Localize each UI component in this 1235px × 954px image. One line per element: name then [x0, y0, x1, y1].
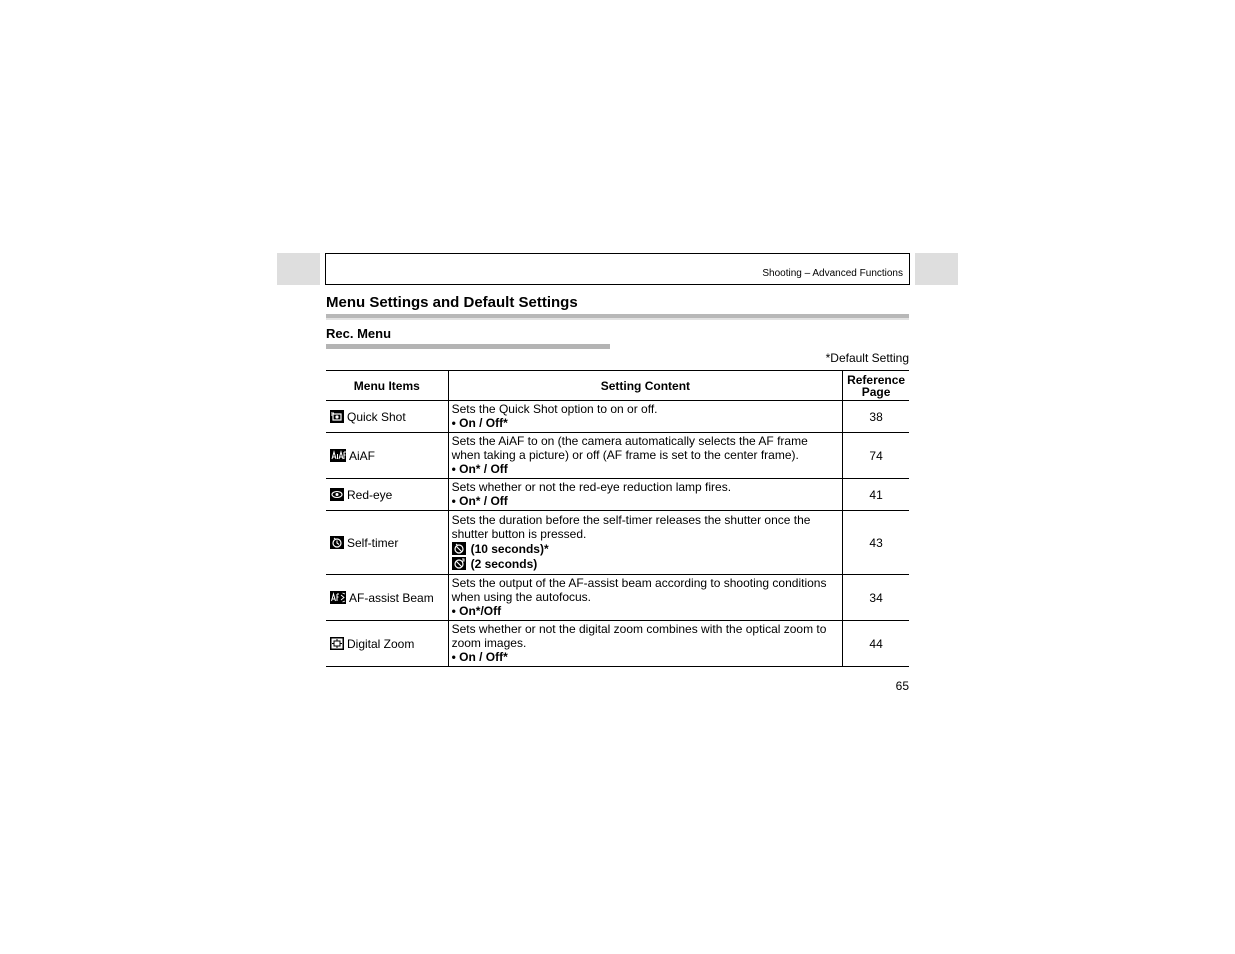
- menu-item-cell: [326, 511, 448, 575]
- setting-options: • On*/Off: [451, 604, 502, 618]
- default-setting-note: *Default Setting: [825, 351, 909, 365]
- menu-item-cell: [326, 621, 448, 667]
- header-setting-content: Setting Content: [448, 371, 843, 401]
- setting-content-cell: [448, 621, 843, 667]
- left-side-tab: [277, 253, 320, 285]
- menu-item-cell: [326, 433, 448, 479]
- self-timer-option-label: (2 seconds): [470, 557, 538, 571]
- menu-item-label: Quick Shot: [347, 409, 406, 424]
- self-timer-option: [452, 557, 840, 571]
- setting-description: Sets the duration before the self-timer releases the shutter once the shutter button is pressed.: [451, 513, 811, 541]
- setting-content-cell: [448, 479, 843, 511]
- page-header: [325, 253, 910, 285]
- self-timer-2s-icon: [452, 557, 466, 570]
- menu-item-label: AF-assist Beam: [349, 590, 434, 605]
- rec-menu-table: [326, 370, 909, 667]
- setting-options: • On / Off*: [451, 650, 508, 664]
- section-divider: [326, 314, 909, 320]
- subsection-divider: [326, 344, 610, 349]
- menu-item-label: Self-timer: [347, 535, 399, 550]
- section-title: Menu Settings and Default Settings: [326, 294, 578, 311]
- subsection-title: Rec. Menu: [326, 326, 392, 341]
- quick-shot-icon: [330, 410, 344, 423]
- menu-item-cell: [326, 575, 448, 621]
- reference-page-cell: 38: [843, 401, 909, 433]
- header-menu-items: Menu Items: [326, 371, 448, 401]
- self-timer-option: [452, 542, 840, 556]
- self-timer-10s-icon: [452, 542, 466, 555]
- reference-page-cell: 43: [843, 511, 909, 575]
- setting-content-cell: [448, 511, 843, 575]
- reference-page-cell: 74: [843, 433, 909, 479]
- reference-page-cell: 44: [843, 621, 909, 667]
- self-timer-icon: [330, 536, 344, 549]
- table-row: [326, 511, 909, 575]
- menu-item-label: Digital Zoom: [347, 636, 415, 651]
- table-header-row: [326, 371, 909, 401]
- af-assist-icon: [330, 591, 346, 604]
- table-row: [326, 433, 909, 479]
- table-row: [326, 621, 909, 667]
- reference-page-cell: 41: [843, 479, 909, 511]
- breadcrumb: Shooting – Advanced Functions: [762, 268, 903, 279]
- red-eye-icon: [330, 488, 344, 501]
- reference-page-cell: 34: [843, 575, 909, 621]
- table-row: [326, 401, 909, 433]
- setting-description: Sets whether or not the digital zoom combines with the optical zoom to zoom images.: [451, 622, 827, 650]
- menu-item-label: AiAF: [349, 448, 376, 463]
- page-number: 65: [895, 679, 909, 693]
- menu-item-cell: [326, 401, 448, 433]
- setting-description: Sets the Quick Shot option to on or off.: [451, 402, 658, 416]
- setting-content-cell: [448, 401, 843, 433]
- menu-item-cell: [326, 479, 448, 511]
- digital-zoom-icon: [330, 637, 344, 650]
- setting-options: • On / Off*: [451, 416, 508, 430]
- header-reference-line2: Page: [861, 384, 891, 399]
- header-reference-page: [843, 371, 909, 401]
- setting-options: • On* / Off: [451, 494, 508, 508]
- right-side-tab: [915, 253, 958, 285]
- setting-description: Sets whether or not the red-eye reduction lamp fires.: [451, 480, 732, 494]
- setting-content-cell: [448, 575, 843, 621]
- setting-description: Sets the AiAF to on (the camera automatically selects the AF frame when taking a picture) or off (AF frame is set to the center frame).: [451, 434, 808, 462]
- setting-content-cell: [448, 433, 843, 479]
- self-timer-option-label: (10 seconds)*: [470, 542, 549, 556]
- header-reference-line1: Reference: [847, 372, 906, 387]
- menu-item-label: Red-eye: [347, 487, 393, 502]
- table-row: [326, 575, 909, 621]
- setting-options: • On* / Off: [451, 462, 508, 476]
- table-row: [326, 479, 909, 511]
- aiaf-icon: [330, 449, 346, 462]
- setting-description: Sets the output of the AF-assist beam according to shooting conditions when using the autofocus.: [451, 576, 827, 604]
